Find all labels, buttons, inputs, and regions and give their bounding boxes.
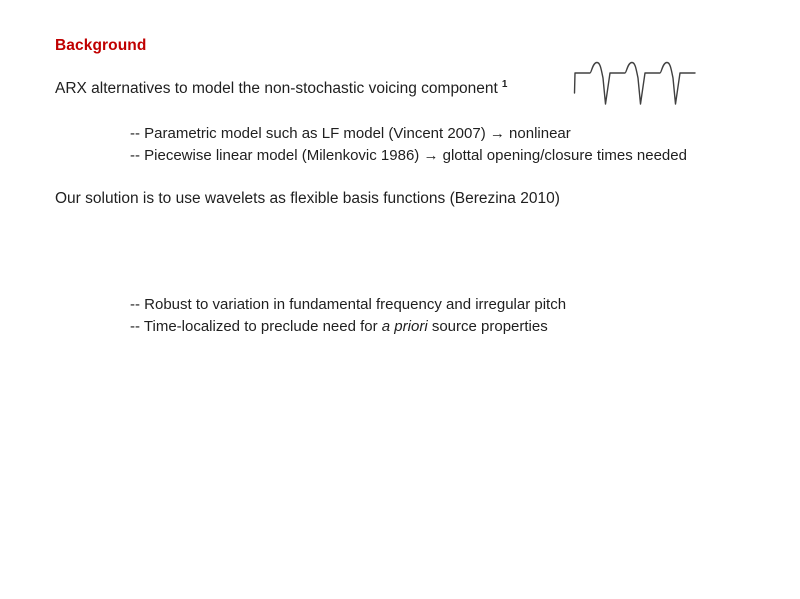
- glottal-flow-waveform-icon: [572, 59, 698, 109]
- model-bullets: [130, 123, 687, 167]
- slide-title: Background: [55, 37, 147, 54]
- footnote-marker: 1: [501, 79, 508, 90]
- waveform-svg: [572, 59, 698, 109]
- bullet-time-localized-prefix: -- Time-localized to preclude need for: [130, 318, 382, 335]
- wavelet-bullets: [130, 294, 566, 338]
- bullet-time-localized: [130, 316, 566, 338]
- heading-text: ARX alternatives to model the non-stochastic voicing component: [55, 80, 498, 98]
- solution-statement: Our solution is to use wavelets as flexible basis functions (Berezina 2010): [55, 190, 560, 207]
- bullet-time-localized-suffix: source properties: [427, 318, 548, 335]
- bullet-piecewise-model: -- Piecewise linear model (Milenkovic 1986) → glottal opening/closure times needed: [130, 147, 687, 164]
- heading-line: [55, 79, 507, 98]
- bullet-time-localized-italic: a priori: [381, 318, 428, 335]
- bullet-robust: -- Robust to variation in fundamental frequency and irregular pitch: [130, 296, 567, 313]
- bullet-parametric-model: -- Parametric model such as LF model (Vincent 2007) → nonlinear: [130, 125, 571, 142]
